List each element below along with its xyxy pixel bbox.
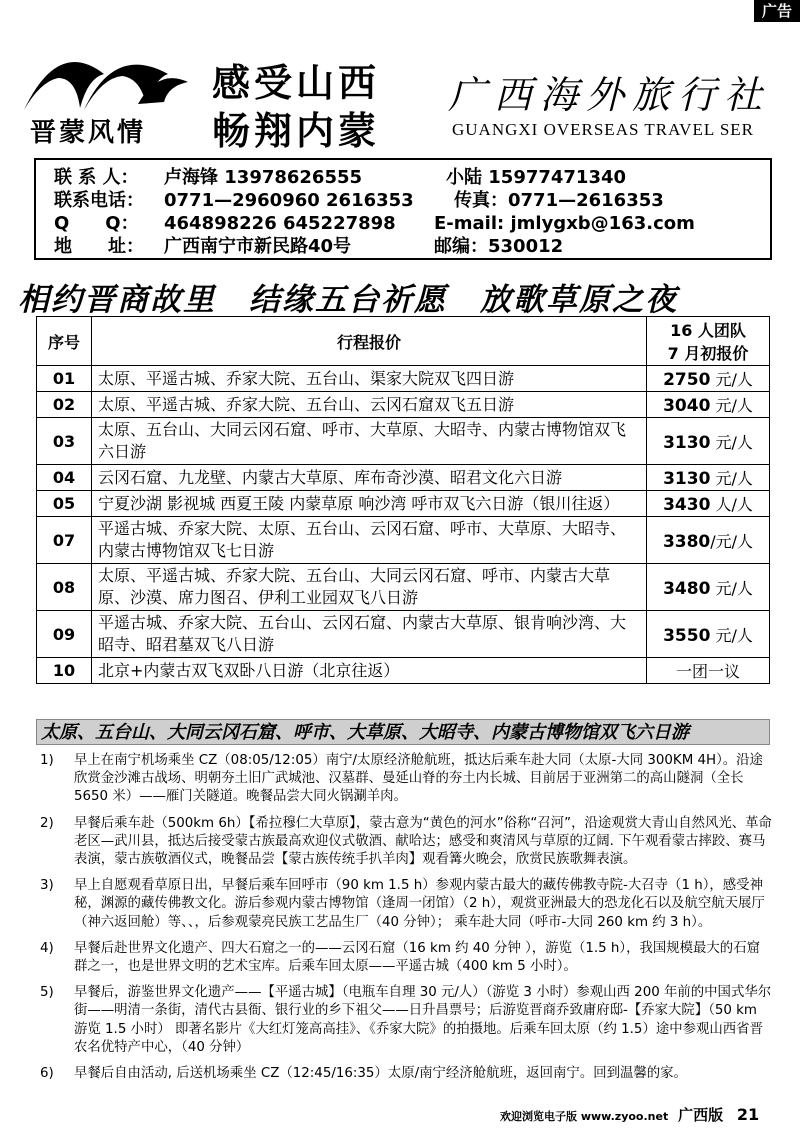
table-row <box>37 392 770 418</box>
price-unit: 一团一议 <box>675 662 740 681</box>
contact-person-row <box>54 166 752 189</box>
day-number: 6) <box>40 1066 54 1082</box>
itinerary <box>38 752 772 1091</box>
row-route: 宁夏沙湖 影视城 西夏王陵 内蒙草原 响沙湾 呼市双飞六日游（银川往返） <box>92 491 647 517</box>
price-unit: 人/人 <box>710 495 753 514</box>
footer-site: 欢迎浏览电子版 www.zyoo.net <box>500 1110 669 1123</box>
row-number: 04 <box>37 465 92 491</box>
itinerary-day <box>38 815 772 870</box>
table-row <box>37 418 770 465</box>
contact-phone-row <box>54 189 752 212</box>
day-text: 早餐后，游鉴世界文化遗产——【平遥古城】（电瓶车自理 30 元/人）（游览 3 小时）参观山西 200 年前的中国式华尔街——明清一条街，清代古县衙、银行业的乡下祖父——日升昌票号；后游览晋商乔致庸府邸-【乔家大院】（50 km 游览 1.5 小时） 即著名影片《大红灯笼高高挂》、《乔家大院》的拍摄地。后乘车回太原（约 1.5）途中参观山西省晋农名优特产中心，（40 分钟） <box>74 985 772 1055</box>
row-route: 太原、平遥古城、乔家大院、五台山、大同云冈石窟、呼市、内蒙古大草原、沙漠、席力图召、伊利工业园双飞八日游 <box>92 564 647 611</box>
day-text: 早餐后自由活动, 后送机场乘坐 CZ（12:45/16:35）太原/南宁经济舱航班，返回南宁。回到温馨的家。 <box>74 1066 687 1082</box>
row-number: 03 <box>37 418 92 465</box>
header-price-line-2: 7 月初报价 <box>667 344 749 363</box>
headline: 相约晋商故里 结缘五台祈愿 放歌草原之夜 <box>18 282 678 318</box>
price-amount: 3430 <box>663 495 711 515</box>
footer-edition: 广西版 <box>678 1106 724 1124</box>
price-unit: /元/人 <box>710 531 754 551</box>
price-amount: 3130 <box>663 469 711 489</box>
price-amount: 3480 <box>663 578 711 599</box>
header-no: 序号 <box>37 317 92 366</box>
table-row <box>37 658 770 684</box>
row-route: 云冈石窟、九龙壁、内蒙古大草原、库布奇沙漠、昭君文化六日游 <box>92 465 647 491</box>
itinerary-day <box>38 877 772 932</box>
header-price <box>647 317 770 366</box>
row-number: 10 <box>37 658 92 684</box>
price-unit: 元/人 <box>710 469 753 488</box>
phone-value: 0771—2960960 2616353 <box>164 190 414 211</box>
itinerary-day <box>38 984 772 1057</box>
row-number: 07 <box>37 517 92 564</box>
row-price <box>647 491 770 517</box>
email-value: E-mail: jmlygxb@163.com <box>434 213 695 234</box>
contact-address-row <box>54 235 752 258</box>
row-price <box>647 564 770 611</box>
day-number: 1) <box>40 753 54 768</box>
brand-name: 晋蒙风情 <box>30 118 147 148</box>
row-price <box>647 517 770 564</box>
table-header-row <box>37 317 770 366</box>
itinerary-day <box>38 940 772 976</box>
row-number: 02 <box>37 392 92 418</box>
day-number: 2) <box>40 815 54 831</box>
footer <box>500 1104 759 1125</box>
row-number: 01 <box>37 366 92 392</box>
row-route: 平遥古城、乔家大院、太原、五台山、云冈石窟、呼市、大草原、大昭寺、内蒙古博物馆双飞七日游 <box>92 517 647 564</box>
row-number: 08 <box>37 564 92 611</box>
phone-label: 联系电话： <box>54 190 144 211</box>
slogan-line-1: 感受山西 <box>212 61 381 105</box>
featured-tour-title: 太原、五台山、大同云冈石窟、呼市、大草原、大昭寺、内蒙古博物馆双飞六日游 <box>36 719 770 745</box>
table-row <box>37 611 770 658</box>
postcode-value: 邮编：530012 <box>434 236 564 257</box>
day-number: 5) <box>40 985 54 1001</box>
price-amount: 3380 <box>662 531 711 552</box>
contact-person: 卢海锋 13978626555 <box>164 167 363 188</box>
row-price <box>647 611 770 658</box>
table-row <box>37 465 770 491</box>
day-text: 早餐后乘车赴（500km 6h）【希拉穆仁大草原】，蒙古意为“黄色的河水”俗称“召河”，沿途观赏大青山自然风光、革命老区—武川县，抵达后接受蒙古族最高欢迎仪式敬酒、献哈达；感受和爽清风与草原的辽阔. 下午观看蒙古摔跤、赛马表演，蒙古族敬酒仪式，晚餐品尝【蒙古族传统手扒羊肉】观看篝火晚会，欣赏民族歌舞表演。 <box>74 815 772 868</box>
qq-label: Q Q： <box>54 213 139 234</box>
contact-qq-row <box>54 212 752 235</box>
row-price <box>647 392 770 418</box>
contact-box <box>34 158 772 260</box>
agency-name-en: GUANGXI OVERSEAS TRAVEL SER <box>452 120 755 139</box>
price-table <box>36 316 770 684</box>
row-route: 北京+内蒙古双飞双卧八日游（北京往返） <box>92 658 647 684</box>
price-unit: 元/人 <box>710 625 753 645</box>
contact-person-label: 联 系 人： <box>54 167 139 188</box>
row-route: 太原、平遥古城、乔家大院、五台山、云冈石窟双飞五日游 <box>92 392 647 418</box>
header-route: 行程报价 <box>92 317 647 366</box>
table-row <box>37 366 770 392</box>
table-row <box>37 491 770 517</box>
qq-value: 464898226 645227898 <box>164 213 396 234</box>
row-number: 09 <box>37 611 92 658</box>
table-row <box>37 564 770 611</box>
row-route: 平遥古城、乔家大院、五台山、云冈石窟、内蒙古大草原、银肯响沙湾、大昭寺、昭君墓双飞八日游 <box>92 611 647 658</box>
price-unit: 元/人 <box>710 396 753 415</box>
price-amount: 3130 <box>663 432 711 453</box>
price-amount: 3040 <box>663 396 711 416</box>
ad-tag: 广告 <box>754 0 800 22</box>
agency-name: 广西海外旅行社 <box>448 73 771 117</box>
day-text: 早餐后赴世界文化遗产、四大石窟之一的——云冈石窟（16 km 约 40 分钟 ），游览（1.5 h），我国规模最大的石窟群之一，也是世界文明的艺术宝库。后乘车回太原——平遥古城（400 km 5 小时）。 <box>74 940 760 975</box>
itinerary-day <box>38 1065 772 1083</box>
page-number: 21 <box>736 1105 760 1124</box>
header-price-line-1: 16 人团队 <box>670 321 746 340</box>
price-unit: 元/人 <box>710 578 753 598</box>
day-text: 早上自愿观看草原日出，早餐后乘车回呼市（90 km 1.5 h）参观内蒙古最大的藏传佛教寺院-大召寺（1 h），感受神秘，渊源的藏传佛教文化。游后参观内蒙古博物馆（逢周一闭馆）（2 h），观赏亚洲最大的恐龙化石以及航空航天展厅（神六返回舱）等、、，后参观蒙亮民族工艺品生厂（40 分钟）； 乘车赴大同（呼市-大同 260 km 约 3 h）。 <box>74 878 765 930</box>
row-route: 太原、平遥古城、乔家大院、五台山、渠家大院双飞四日游 <box>92 366 647 392</box>
price-amount: 3550 <box>663 625 711 646</box>
row-price <box>647 465 770 491</box>
itinerary-day <box>38 752 772 807</box>
contact-person-2: 小陆 15977471340 <box>446 167 627 188</box>
row-number: 05 <box>37 491 92 517</box>
row-price <box>647 418 770 465</box>
price-unit: 元/人 <box>710 370 753 389</box>
row-price <box>647 658 770 684</box>
slogan-line-2: 畅翔内蒙 <box>212 109 381 153</box>
row-route: 太原、五台山、大同云冈石窟、呼市、大草原、大昭寺、内蒙古博物馆双飞六日游 <box>92 418 647 465</box>
table-row <box>37 517 770 564</box>
day-number: 3) <box>40 878 54 894</box>
day-text: 早上在南宁机场乘坐 CZ（08:05/12:05）南宁/太原经济舱航班，抵达后乘车赴大同（太原-大同 300KM 4H）。沿途欣赏金沙滩古战场、明朝夯土旧广武城池、汉墓群、曼延山脊的夯土内长城、目前居于亚洲第二的高山隧洞（全长 5650 米）——雁门关隧道。晚餐品尝大同火锅涮羊肉。 <box>74 753 763 805</box>
price-unit: 元/人 <box>710 432 753 452</box>
row-price <box>647 366 770 392</box>
address-value: 广西南宁市新民路40号 <box>164 236 352 257</box>
day-number: 4) <box>40 940 54 956</box>
price-amount: 2750 <box>663 370 711 390</box>
fax-value: 传真：0771—2616353 <box>454 190 664 211</box>
address-label: 地 址： <box>54 236 144 257</box>
